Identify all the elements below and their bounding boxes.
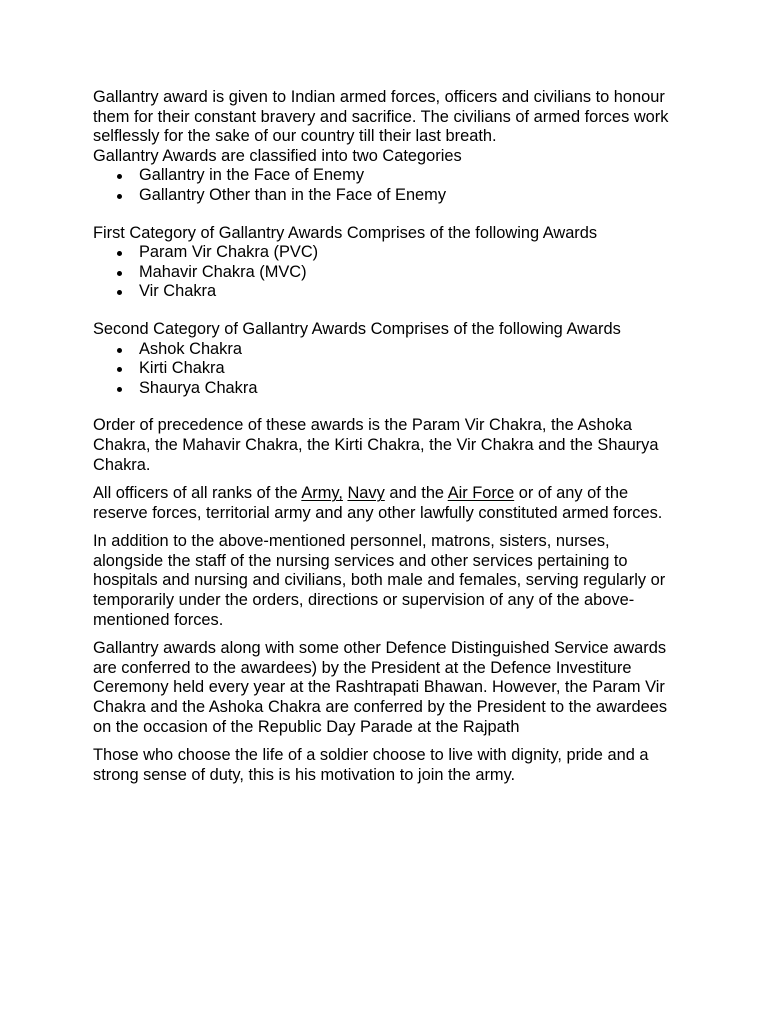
list-item: Gallantry Other than in the Face of Enemy: [93, 186, 683, 206]
list-item: Mahavir Chakra (MVC): [93, 263, 683, 283]
list-item: Vir Chakra: [93, 282, 683, 302]
category-list: [93, 166, 683, 205]
bullet-icon: [117, 194, 122, 199]
second-category-heading: Second Category of Gallantry Awards Comprises of the following Awards: [93, 319, 621, 338]
eligibility-paragraph: All officers of all ranks of the Army, Navy and the Air Force or of any of the reserve forces, territorial army and any other lawfully constituted armed forces.: [93, 484, 663, 522]
bullet-icon: [117, 290, 122, 295]
navy-link[interactable]: Navy: [347, 484, 385, 503]
air-force-link[interactable]: Air Force: [447, 484, 515, 503]
bullet-icon: [117, 348, 122, 353]
list-item: Param Vir Chakra (PVC): [93, 243, 683, 263]
bullet-icon: [117, 251, 122, 256]
first-category-heading: First Category of Gallantry Awards Comprises of the following Awards: [93, 223, 598, 242]
classification-line: Gallantry Awards are classified into two Categories: [93, 146, 462, 165]
bullet-icon: [117, 271, 122, 276]
second-category-list: [93, 340, 683, 399]
list-item: Ashok Chakra: [93, 340, 683, 360]
document-body: [93, 88, 683, 785]
list-item: Shaurya Chakra: [93, 379, 683, 399]
list-item: Kirti Chakra: [93, 359, 683, 379]
bullet-icon: [117, 174, 122, 179]
list-item: Gallantry in the Face of Enemy: [93, 166, 683, 186]
conferment-paragraph: Gallantry awards along with some other Defence Distinguished Service awards are conferred to the awardees) by the President at the Defence Investiture Ceremony held every year at the Rashtrapati Bhawan. However, the Param Vir Chakra and the Ashoka Chakra are conferred by the President to the awardees on the occasion of the Republic Day Parade at the Rajpath: [93, 639, 668, 736]
army-link[interactable]: Army,: [301, 484, 343, 503]
precedence-paragraph: Order of precedence of these awards is the Param Vir Chakra, the Ashoka Chakra, the Mahavir Chakra, the Kirti Chakra, the Vir Chakra and the Shaurya Chakra.: [93, 416, 659, 474]
bullet-icon: [117, 367, 122, 372]
bullet-icon: [117, 387, 122, 392]
intro-paragraph: Gallantry award is given to Indian armed forces, officers and civilians to honour them for their constant bravery and sacrifice. The civilians of armed forces work selflessly for the sake of our country till their last breath.: [93, 88, 669, 146]
closing-paragraph: Those who choose the life of a soldier choose to live with dignity, pride and a strong sense of duty, this is his motivation to join the army.: [93, 746, 649, 784]
first-category-list: [93, 243, 683, 302]
additional-personnel-paragraph: In addition to the above-mentioned personnel, matrons, sisters, nurses, alongside the staff of the nursing services and other services pertaining to hospitals and nursing and civilians, both male and females, serving regularly or temporarily under the orders, directions or supervision of any of the above-mentioned forces.: [93, 532, 666, 629]
